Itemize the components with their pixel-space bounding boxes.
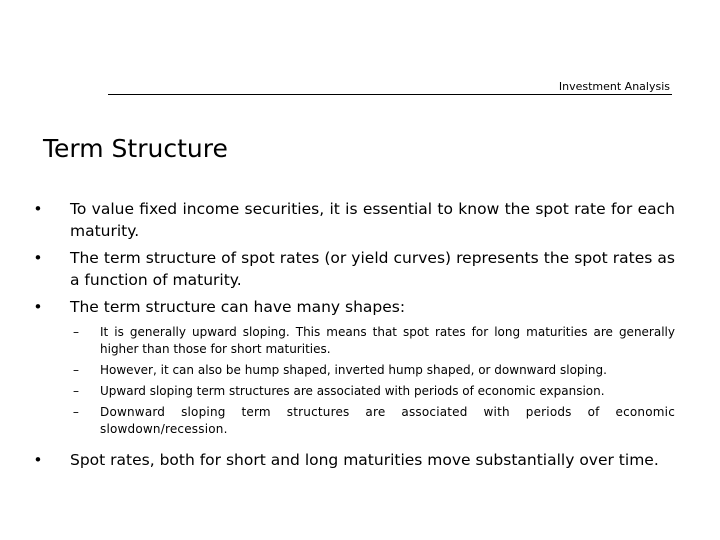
bullet-text: To value fixed income securities, it is essential to know the spot rate for each maturity. (70, 200, 675, 240)
bullet-icon: • (33, 249, 43, 267)
dash-icon: – (73, 363, 79, 377)
bullet-item (30, 247, 675, 291)
sub-bullet-item (70, 404, 675, 438)
bullet-list (30, 198, 675, 471)
sub-bullet-item (70, 324, 675, 358)
sub-bullet-list (70, 324, 675, 438)
bullet-icon: • (33, 298, 43, 316)
dash-icon: – (73, 325, 79, 339)
bullet-item (30, 296, 675, 438)
sub-bullet-item (70, 362, 675, 379)
sub-bullet-item (70, 383, 675, 400)
bullet-text: The term structure of spot rates (or yield curves) represents the spot rates as a function of maturity. (70, 249, 675, 289)
bullet-text: Spot rates, both for short and long maturities move substantially over time. (70, 451, 659, 469)
bullet-item (30, 449, 675, 471)
bullet-text: The term structure can have many shapes: (70, 298, 406, 316)
sub-bullet-text: Upward sloping term structures are associated with periods of economic expansion. (100, 384, 605, 398)
header-title: Investment Analysis (558, 80, 670, 93)
dash-icon: – (72, 405, 80, 419)
dash-icon: – (73, 384, 79, 398)
sub-bullet-text: Downward sloping term structures are associated with periods of economic slowdown/recession. (100, 405, 675, 436)
slide-header (108, 78, 672, 95)
bullet-icon: • (33, 200, 43, 218)
bullet-icon: • (33, 451, 43, 469)
slide-title: Term Structure (43, 134, 228, 163)
sub-bullet-text: It is generally upward sloping. This means that spot rates for long maturities are generally higher than those for short maturities. (100, 325, 675, 356)
sub-bullet-text: However, it can also be hump shaped, inverted hump shaped, or downward sloping. (100, 363, 607, 377)
bullet-item (30, 198, 675, 242)
